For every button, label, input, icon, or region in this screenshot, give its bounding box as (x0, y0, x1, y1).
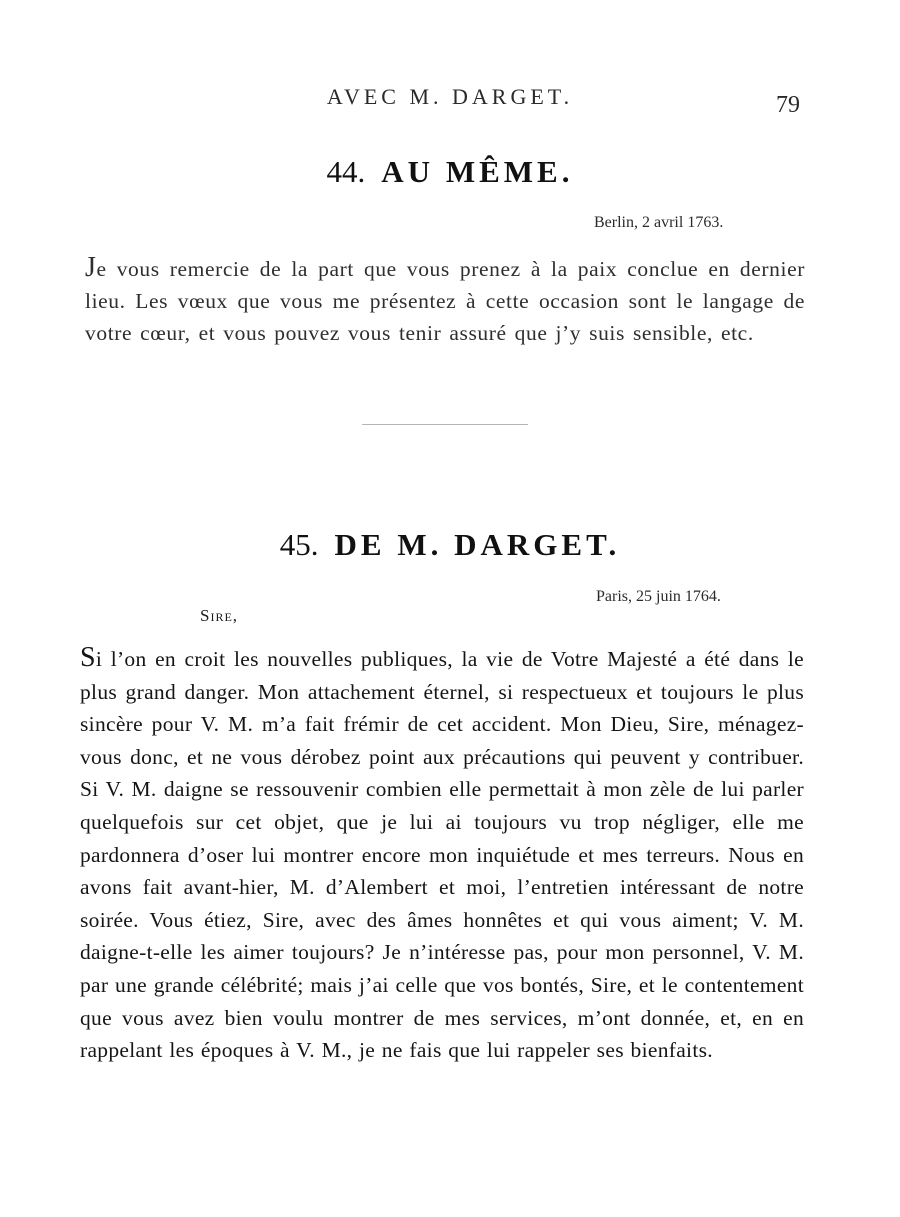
letter-45-salutation: Sire, (200, 606, 239, 625)
page-number: 79 (776, 92, 800, 118)
letter-45-dateline: Paris, 25 juin 1764. (596, 588, 721, 605)
letter-44-title: AU MÊME. (381, 154, 574, 189)
letter-44-heading (0, 154, 900, 190)
letter-45-title: DE M. DARGET. (334, 527, 621, 562)
letter-44-initial: J (85, 252, 97, 283)
letter-45-number: 45. (279, 527, 319, 562)
letter-45-heading (0, 527, 900, 563)
letter-45-initial: S (80, 642, 96, 673)
section-divider (362, 424, 528, 425)
letter-44-text: e vous remercie de la part que vous prenez à la paix conclue en dernier lieu. Les vœux que vous me présentez à cette occasion sont le langage de votre cœur, et vous pouvez vous tenir assuré que j’y suis sensible, etc. (85, 257, 805, 345)
letter-44-body (85, 252, 805, 349)
letter-44-dateline: Berlin, 2 avril 1763. (594, 214, 724, 231)
running-head: AVEC M. DARGET. (326, 84, 574, 109)
letter-44-number: 44. (326, 154, 366, 189)
letter-45-body (80, 642, 804, 1067)
letter-45-text: i l’on en croit les nouvelles publiques, la vie de Votre Majesté a été dans le plus grand danger. Mon attachement éternel, si respectueux et toujours le plus sincère pour V. M. m’a fait frémir de cet accident. Mon Dieu, Sire, ménagez-vous donc, et ne vous dérobez point aux précautions qui peuvent y contribuer. Si V. M. daigne se ressouvenir combien elle permettait à mon zèle de lui parler quelquefois sur cet objet, que je lui ai toujours vu trop négliger, elle me pardonnera d’oser lui montrer encore mon inquiétude et mes terreurs. Nous en avons fait avant-hier, M. d’Alembert et moi, l’entretien intéressant de notre soirée. Vous étiez, Sire, avec des âmes honnêtes et qui vous aiment; V. M. daigne-t-elle les aimer toujours? Je n’intéresse pas, pour mon personnel, V. M. par une grande célébrité; mais j’ai celle que vos bontés, Sire, et le contentement que vous avez bien voulu montrer de mes services, m’ont donnée, et, en en rappelant les époques à V. M., je ne fais que lui rappeler ses bienfaits. (80, 647, 804, 1063)
